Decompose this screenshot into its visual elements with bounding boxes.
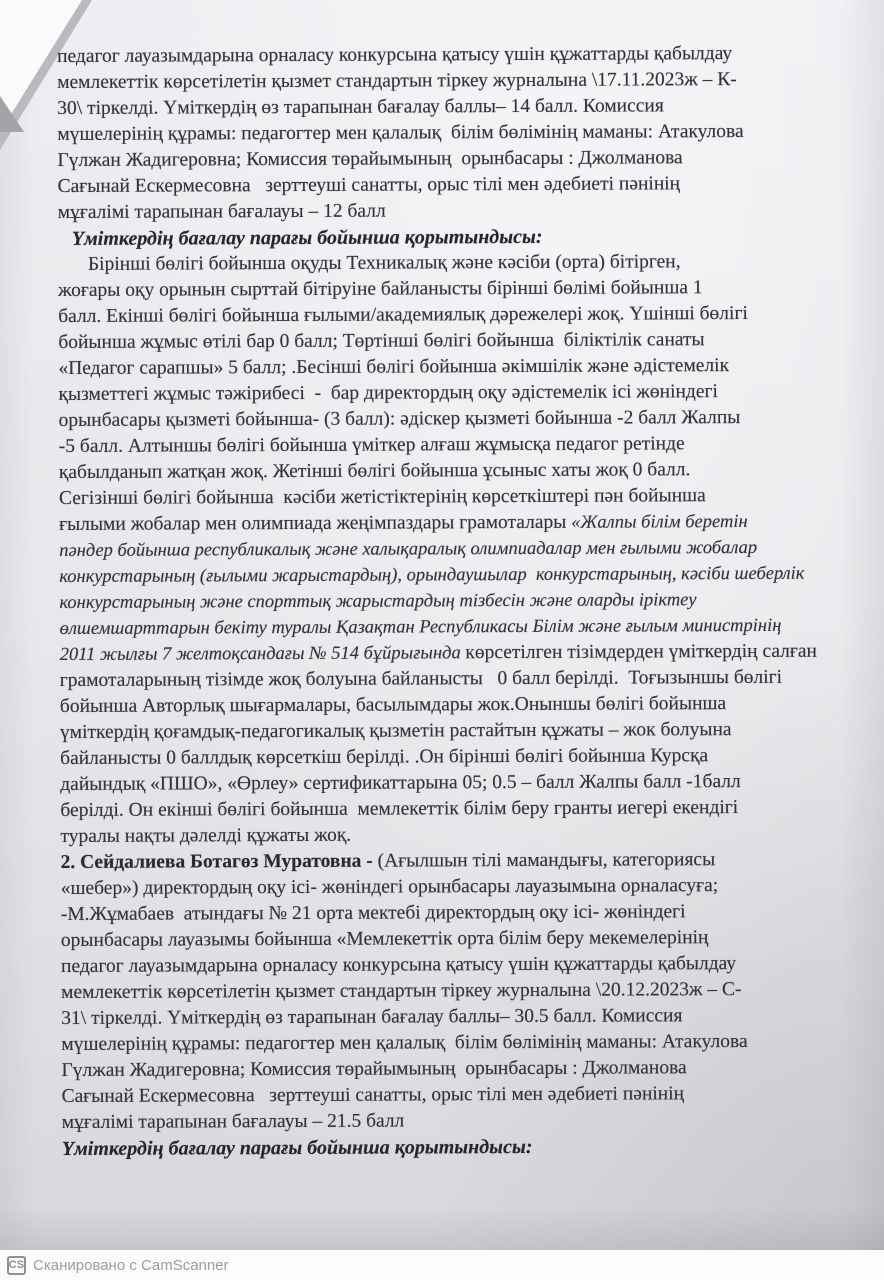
text-line: орынбасары қызметі бойынша- (3 балл): әдіскер қызметі бойынша -2 балл Жалпы [58, 407, 741, 431]
text-line: -М.Жұмабаев атындағы № 21 орта мектебі директордың оқу ісі- жөніндегі [60, 901, 686, 925]
text-line: балл. Екінші бөлігі бойынша ғылыми/академиялық дәрежелері жоқ. Үшінші бөлігі [58, 302, 748, 327]
text-line: үміткердің қоғамдық-педагогикалық қызметін растайтын құжаты – жок болуына [59, 719, 732, 743]
text-line: «шебер») директордың оқу ісі- жөніндегі орынбасары лауазымына орналасуға; [60, 875, 719, 899]
text-line: дайындық «ПШО», «Өрлеу» сертификаттарына 05; 0.5 – балл Жалпы балл -1балл [60, 771, 741, 795]
text-line: мұғалімі тарапынан бағалауы – 12 балл [57, 200, 386, 223]
text-line: қабылданып жатқан жоқ. Жетінші бөлігі бойынша ұсыныс хаты жоқ 0 балл. [58, 459, 691, 483]
document-lines [57, 41, 852, 1162]
text-line: Үміткердің бағалау парағы бойынша қорытындысы: [61, 1135, 533, 1160]
text-line: 31\ тіркелді. Үміткердің өз тарапынан бағалау баллы– 30.5 балл. Комиссия [61, 1005, 683, 1029]
text-line: мүшелерінің құрамы: педагогтер мен қалалық білім бөлімінің маманы: Атакулова [61, 1030, 748, 1055]
text-line: байланысты 0 баллдық көрсеткіш берілді. .Он бірінші бөлігі бойынша Курсқа [60, 745, 709, 769]
camscanner-icon: CS [7, 1256, 26, 1275]
text-line: Гүлжан Жадигеровна; Комиссия төрайымының орынбасары : Джолманова [57, 147, 683, 171]
camscanner-label: Сканировано с CamScanner [33, 1256, 229, 1274]
camscanner-watermark [0, 1250, 884, 1280]
text-line: бойынша жұмыс өтілі бар 0 балл; Төртінші бөлігі бойынша біліктілік санаты [58, 329, 705, 353]
text-line: жоғары оқу орынын сырттай бітіруіне байланысты бірінші бөлімі бойынша 1 [58, 277, 703, 301]
text-line: Гүлжан Жадигеровна; Комиссия төрайымының орынбасары : Джолманова [61, 1057, 687, 1081]
text-line: 2. Сейдалиева Ботагөз Муратовна - (Ағылшын тілі мамандығы, категориясы [60, 849, 716, 873]
text-line: өлшемшарттарын бекіту туралы Қазақтан Республикасы Білім және ғылым министрінің [59, 615, 782, 639]
text-line: қызметтегі жұмыс тәжірибесі - бар директордың оқу әдістемелік ісі жөніндегі [58, 381, 718, 405]
text-line: туралы нақты дәлелді құжаты жоқ. [60, 824, 352, 847]
text-line: педагог лауазымдарына орналасу конкурсына қатысу үшін құжаттарды қабылдау [57, 43, 733, 67]
text-line: педагог лауазымдарына орналасу конкурсына қатысу үшін құжаттарды қабылдау [60, 953, 737, 977]
text-line: Бірінші бөлігі бойынша оқуды Техникалық және кәсіби (орта) бітірген, [87, 251, 681, 275]
text-line: -5 балл. Алтыншы бөлігі бойынша үміткер алғаш жұмысқа педагог ретінде [58, 433, 685, 457]
text-line: 2011 жылғы 7 желтоқсандағы № 514 бұйрығында көрсетілген тізімдерден үміткердің салған [59, 640, 817, 665]
text-line: орынбасары лауазымы бойынша «Мемлекеттік орта білім беру мекемелерінің [60, 927, 709, 951]
text-line: Сағынай Ескермесовна зерттеуші санатты, орыс тілі мен әдебиеті пәнінің [57, 173, 681, 197]
text-line: Сағынай Ескермесовна зерттеуші санатты, орыс тілі мен әдебиеті пәнінің [61, 1083, 685, 1107]
text-line: мемлекеттік көрсетілетін қызмет стандартын тіркеу журналына \17.11.2023ж – К- [57, 69, 737, 93]
text-line: 30\ тіркелді. Үміткердің өз тарапынан бағалау баллы– 14 балл. Комиссия [57, 95, 664, 119]
text-line: конкурстарының (ғылыми жарыстардың), орындаушылар конкурстарының, кәсіби шеберлік [59, 563, 805, 587]
text-line: грамоталарының тізімде жоқ болуына байланысты 0 балл берілді. Тоғызыншы бөлігі [59, 666, 783, 691]
text-line: мемлекеттік көрсетілетін қызмет стандартын тіркеу журналына \20.12.2023ж – С- [61, 979, 742, 1003]
text-line: мұғалімі тарапынан бағалауы – 21.5 балл [61, 1110, 405, 1133]
text-line: конкурстарының және спорттық жарыстардың тізбесін және оларды іріктеу [59, 590, 697, 613]
text-line: ғылыми жобалар мен олимпиада жеңімпаздары грамоталары «Жалпы білім беретін [59, 511, 748, 535]
text-line: бойынша Авторлық шығармалары, басылымдары жок.Оныншы бөлігі бойынша [59, 693, 727, 717]
text-line: пәндер бойынша республикалық және халықаралық олимпиадалар мен ғылыми жобалар [59, 537, 758, 561]
text-line: Сегізінші бөлігі бойынша кәсіби жетістіктерінің көрсеткіштері пән бойынша [58, 485, 706, 509]
text-line: Үміткердің бағалау парағы бойынша қорытындысы: [71, 225, 543, 250]
text-line: берілді. Он екінші бөлігі бойынша мемлекеттік білім беру гранты иегері екендігі [60, 797, 739, 821]
text-line: мүшелерінің құрамы: педагогтер мен қалалық білім бөлімінің маманы: Атакулова [57, 121, 744, 145]
text-line: «Педагог сарапшы» 5 балл; .Бесінші бөлігі бойынша әкімшілік және әдістемелік [58, 355, 730, 379]
